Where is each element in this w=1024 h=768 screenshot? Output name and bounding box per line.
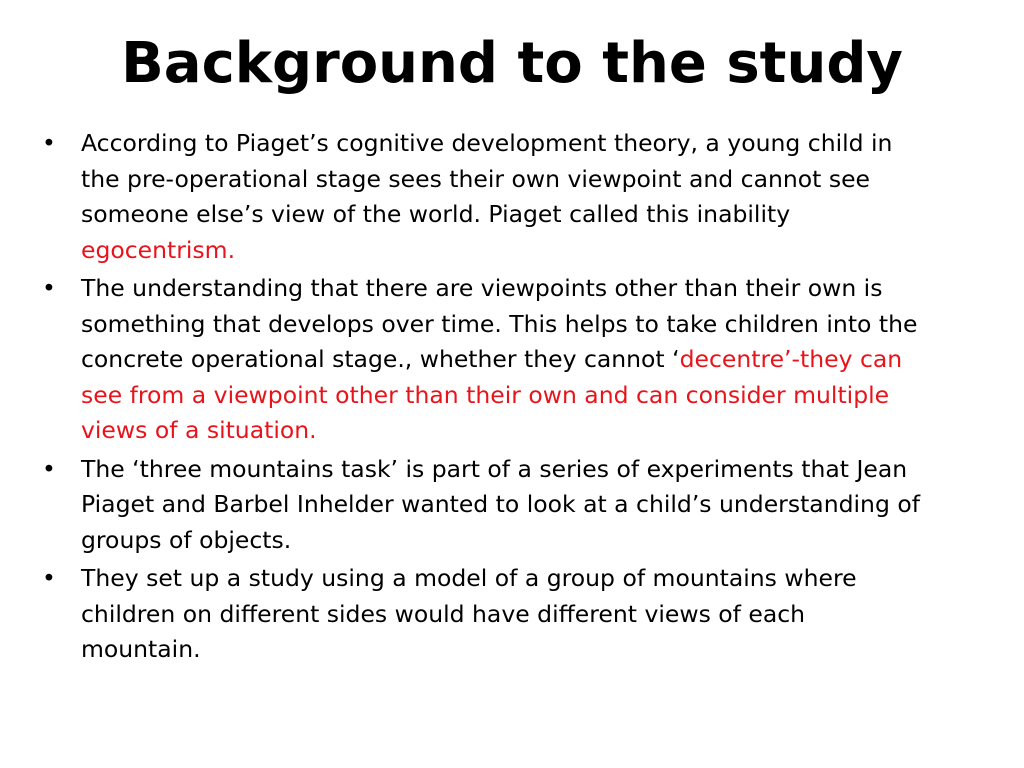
bullet-list — [42, 126, 922, 671]
bullet-text-segment: The understanding that there are viewpoints other than their own is something that develops over time. This helps to take children into the concrete operational stage., whether they cannot ‘ — [81, 274, 918, 373]
bullet-text: They set up a study using a model of a group of mountains where children on different sides would have different views of each mountain. — [81, 564, 857, 663]
bullet-text — [81, 129, 892, 264]
bullet-text-segment: According to Piaget’s cognitive development theory, a young child in the pre-operational stage sees their own viewpoint and cannot see someone else’s view of the world. Piaget called this inability — [81, 129, 893, 228]
bullet-item-2 — [42, 271, 922, 449]
bullet-dot-icon: • — [42, 564, 56, 592]
highlighted-term: decentre’-they can see from a viewpoint other than their own and can consider multiple views of a situation. — [81, 345, 903, 444]
bullet-item-3 — [42, 452, 922, 559]
slide-title: Background to the study — [121, 31, 903, 96]
bullet-dot-icon: • — [42, 454, 56, 483]
bullet-text — [81, 274, 917, 444]
bullet-item-1 — [42, 126, 922, 268]
bullet-dot-icon: • — [42, 129, 56, 157]
bullet-dot-icon: • — [42, 274, 56, 302]
bullet-item-4 — [42, 561, 922, 668]
highlighted-term: egocentrism. — [81, 235, 236, 264]
bullet-text: The ‘three mountains task’ is part of a series of experiments that Jean Piaget and Barbel Inhelder wanted to look at a child’s understanding of groups of objects. — [81, 454, 920, 554]
